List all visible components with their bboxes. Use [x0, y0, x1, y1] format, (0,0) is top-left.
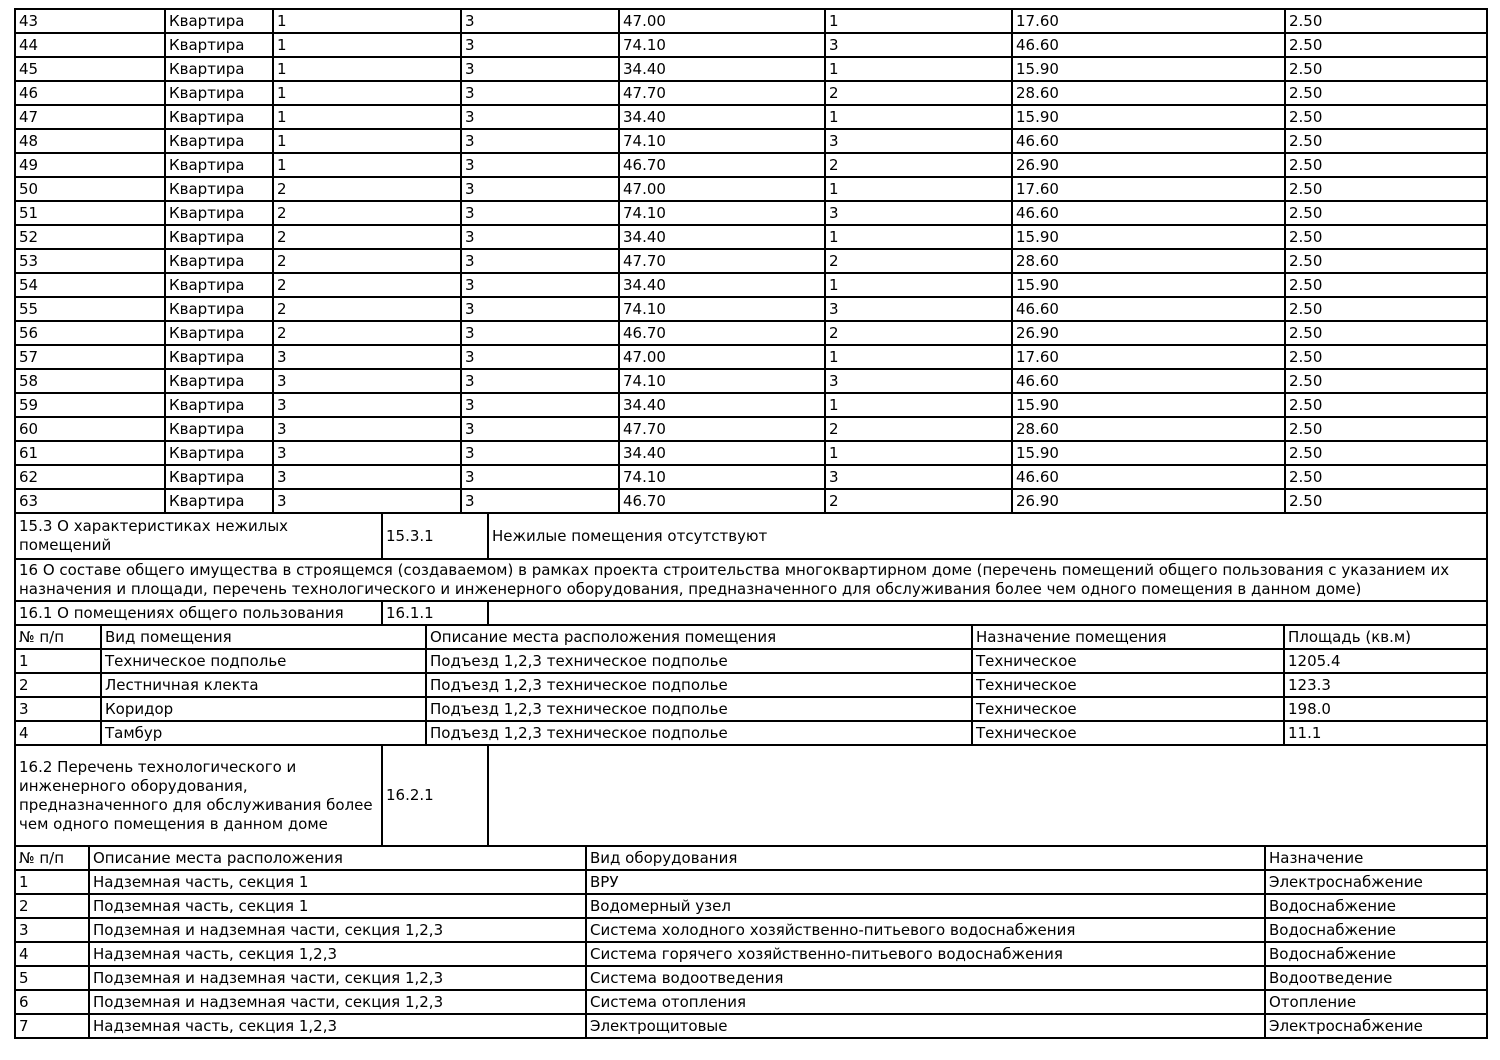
table-cell: 56: [15, 321, 165, 345]
table-cell: 1: [273, 129, 461, 153]
table-cell: Водоснабжение: [1265, 942, 1487, 966]
table-cell: 3: [461, 249, 619, 273]
table-cell: 28.60: [1012, 417, 1285, 441]
table-cell: Техническое: [972, 721, 1284, 745]
table-row: [15, 297, 1487, 321]
table-cell: 3: [461, 153, 619, 177]
table-cell: 46.60: [1012, 201, 1285, 225]
table-cell: 3: [825, 33, 1012, 57]
table-cell: 46.70: [619, 321, 825, 345]
table-cell: Подъезд 1,2,3 техническое подполье: [426, 649, 972, 673]
table-cell: 54: [15, 273, 165, 297]
table-cell: 46: [15, 81, 165, 105]
section-16-1-label: 16.1 О помещениях общего пользования: [15, 601, 382, 625]
table-cell: 6: [15, 990, 89, 1014]
table-cell: Система отопления: [586, 990, 1265, 1014]
table-cell: Водоотведение: [1265, 966, 1487, 990]
table-row: [15, 489, 1487, 513]
table-row: [15, 697, 1487, 721]
table-cell: 3: [461, 465, 619, 489]
table-cell: 2.50: [1285, 81, 1487, 105]
table-cell: 17.60: [1012, 9, 1285, 33]
table-cell: 74.10: [619, 201, 825, 225]
table-row: [15, 513, 1487, 559]
table-cell: 3: [825, 297, 1012, 321]
table-row: [15, 153, 1487, 177]
table-cell: 43: [15, 9, 165, 33]
table-cell: 1: [825, 441, 1012, 465]
table-cell: Техническое: [972, 673, 1284, 697]
table-cell: 74.10: [619, 129, 825, 153]
table-cell: Подъезд 1,2,3 техническое подполье: [426, 673, 972, 697]
table-cell: 5: [15, 966, 89, 990]
table-cell: 47.00: [619, 345, 825, 369]
table-cell: Подземная и надземная части, секция 1,2,3: [89, 966, 586, 990]
table-cell: 1: [825, 225, 1012, 249]
table-cell: 7: [15, 1014, 89, 1038]
table-cell: 15.90: [1012, 441, 1285, 465]
table-cell: 2: [825, 81, 1012, 105]
table-cell: 3: [825, 201, 1012, 225]
table-cell: 26.90: [1012, 321, 1285, 345]
table-cell: 2: [825, 249, 1012, 273]
apartments-table: [14, 8, 1488, 514]
table-cell: Отопление: [1265, 990, 1487, 1014]
table-cell: Электроснабжение: [1265, 1014, 1487, 1038]
table-cell: 2.50: [1285, 465, 1487, 489]
table-cell: 55: [15, 297, 165, 321]
table-cell: Квартира: [165, 105, 273, 129]
table-cell: 57: [15, 345, 165, 369]
table-cell: Квартира: [165, 153, 273, 177]
table-row: [15, 249, 1487, 273]
table-cell: 50: [15, 177, 165, 201]
table-row: [15, 9, 1487, 33]
table-row: [15, 225, 1487, 249]
table-cell: 47.70: [619, 417, 825, 441]
table-cell: 2.50: [1285, 129, 1487, 153]
table-cell: 46.70: [619, 153, 825, 177]
section-15-3-label: 15.3 О характеристиках нежилых помещений: [15, 513, 382, 559]
table-cell: 34.40: [619, 225, 825, 249]
table-row: [15, 417, 1487, 441]
table-cell: 46.70: [619, 489, 825, 513]
table-cell: Надземная часть, секция 1: [89, 870, 586, 894]
table-cell: 63: [15, 489, 165, 513]
table-cell: 3: [461, 33, 619, 57]
table-cell: 3: [825, 369, 1012, 393]
table-cell: 3: [825, 465, 1012, 489]
table-cell: 1: [273, 9, 461, 33]
table-cell: 3: [15, 918, 89, 942]
table-cell: Надземная часть, секция 1,2,3: [89, 942, 586, 966]
table-cell: 2.50: [1285, 177, 1487, 201]
table-cell: Квартира: [165, 57, 273, 81]
table-row: [15, 33, 1487, 57]
table-cell: Квартира: [165, 201, 273, 225]
table-cell: 58: [15, 369, 165, 393]
table-cell: Подземная и надземная части, секция 1,2,3: [89, 918, 586, 942]
table-cell: 3: [825, 129, 1012, 153]
table-cell: 3: [273, 441, 461, 465]
table-cell: Квартира: [165, 9, 273, 33]
table-cell: 1: [15, 649, 101, 673]
table-cell: 1: [273, 153, 461, 177]
table-cell: 3: [461, 57, 619, 81]
table-row: [15, 201, 1487, 225]
table-cell: Система водоотведения: [586, 966, 1265, 990]
section-16-text: 16 О составе общего имущества в строящемся (создаваемом) в рамках проекта строительства многоквартирном доме (перечень помещений общего пользования с указанием их назначения и площади, перечень технологического и инженерного оборудования, предназначенного для обслуживания более чем одного помещения в данном доме): [15, 559, 1487, 601]
table-cell: Техническое: [972, 697, 1284, 721]
table-cell: 47.00: [619, 9, 825, 33]
table-cell: 1: [825, 177, 1012, 201]
table-cell: Квартира: [165, 489, 273, 513]
table-cell: Техническое подполье: [101, 649, 426, 673]
table-cell: Квартира: [165, 393, 273, 417]
table-cell: 2.50: [1285, 273, 1487, 297]
table-cell: 17.60: [1012, 177, 1285, 201]
table-cell: 74.10: [619, 297, 825, 321]
column-header-equipment-type: Вид оборудования: [586, 846, 1265, 870]
table-cell: Квартира: [165, 129, 273, 153]
table-cell: 15.90: [1012, 225, 1285, 249]
common-rooms-table-body: [15, 649, 1487, 745]
table-cell: 61: [15, 441, 165, 465]
table-cell: 46.60: [1012, 33, 1285, 57]
section-15-3-code: 15.3.1: [382, 513, 488, 559]
table-cell: 52: [15, 225, 165, 249]
table-cell: 2.50: [1285, 393, 1487, 417]
table-cell: 48: [15, 129, 165, 153]
table-cell: 46.60: [1012, 465, 1285, 489]
apartments-table-body: [15, 9, 1487, 513]
column-header-purpose: Назначение: [1265, 846, 1487, 870]
table-cell: Система горячего хозяйственно-питьевого водоснабжения: [586, 942, 1265, 966]
table-cell: 3: [461, 273, 619, 297]
section-16-row: [14, 558, 1488, 602]
table-cell: 3: [461, 369, 619, 393]
table-cell: 2: [15, 673, 101, 697]
table-row: [15, 990, 1487, 1014]
column-header-location: Описание места расположения: [89, 846, 586, 870]
table-cell: 47.70: [619, 81, 825, 105]
section-16-1-row: [14, 600, 1488, 626]
table-cell: 34.40: [619, 393, 825, 417]
column-header-room-type: Вид помещения: [101, 625, 426, 649]
table-row: [15, 918, 1487, 942]
table-cell: Электроснабжение: [1265, 870, 1487, 894]
table-cell: Подземная часть, секция 1: [89, 894, 586, 918]
table-cell: Квартира: [165, 225, 273, 249]
table-row: [15, 345, 1487, 369]
table-cell: Квартира: [165, 297, 273, 321]
table-cell: 46.60: [1012, 297, 1285, 321]
table-cell: Квартира: [165, 369, 273, 393]
table-cell: 47: [15, 105, 165, 129]
table-cell: Система холодного хозяйственно-питьевого водоснабжения: [586, 918, 1265, 942]
table-header-row: [15, 846, 1487, 870]
table-row: [15, 601, 1487, 625]
common-rooms-table: [14, 624, 1488, 746]
column-header-location: Описание места расположения помещения: [426, 625, 972, 649]
section-16-2-code: 16.2.1: [382, 745, 488, 846]
table-cell: Квартира: [165, 81, 273, 105]
table-cell: 1: [273, 105, 461, 129]
table-cell: 2: [825, 417, 1012, 441]
table-cell: 3: [273, 369, 461, 393]
table-cell: Квартира: [165, 345, 273, 369]
table-cell: Квартира: [165, 321, 273, 345]
table-row: [15, 273, 1487, 297]
column-header-num: № п/п: [15, 625, 101, 649]
table-cell: 3: [273, 393, 461, 417]
table-row: [15, 649, 1487, 673]
table-cell: Коридор: [101, 697, 426, 721]
table-cell: 2: [825, 153, 1012, 177]
table-cell: 3: [461, 81, 619, 105]
table-cell: 2.50: [1285, 369, 1487, 393]
table-cell: 1205.4: [1284, 649, 1487, 673]
table-cell: 4: [15, 942, 89, 966]
table-cell: 49: [15, 153, 165, 177]
table-row: [15, 441, 1487, 465]
table-cell: 1: [825, 273, 1012, 297]
table-cell: 1: [15, 870, 89, 894]
table-cell: 2: [273, 225, 461, 249]
table-cell: 26.90: [1012, 153, 1285, 177]
table-cell: 60: [15, 417, 165, 441]
table-row: [15, 81, 1487, 105]
table-row: [15, 1014, 1487, 1038]
table-cell: Водоснабжение: [1265, 894, 1487, 918]
table-cell: 15.90: [1012, 57, 1285, 81]
table-row: [15, 57, 1487, 81]
table-cell: 45: [15, 57, 165, 81]
table-cell: 3: [461, 345, 619, 369]
table-row: [15, 673, 1487, 697]
table-cell: Электрощитовые: [586, 1014, 1265, 1038]
table-cell: 62: [15, 465, 165, 489]
table-cell: ВРУ: [586, 870, 1265, 894]
section-16-2-label: 16.2 Перечень технологического и инженерного оборудования, предназначенного для обслуживания более чем одного помещения в данном доме: [15, 745, 382, 846]
table-row: [15, 129, 1487, 153]
table-row: [15, 894, 1487, 918]
table-cell: 46.60: [1012, 129, 1285, 153]
table-cell: 28.60: [1012, 249, 1285, 273]
table-cell: 3: [461, 321, 619, 345]
table-cell: Квартира: [165, 417, 273, 441]
table-cell: 74.10: [619, 465, 825, 489]
table-cell: Квартира: [165, 465, 273, 489]
table-cell: 15.90: [1012, 105, 1285, 129]
table-cell: 47.00: [619, 177, 825, 201]
table-cell: 2.50: [1285, 345, 1487, 369]
table-cell: 3: [461, 225, 619, 249]
table-cell: Тамбур: [101, 721, 426, 745]
table-cell: 2.50: [1285, 33, 1487, 57]
table-cell: Водоснабжение: [1265, 918, 1487, 942]
table-cell: Квартира: [165, 33, 273, 57]
table-row: [15, 105, 1487, 129]
table-cell: Техническое: [972, 649, 1284, 673]
table-cell: 1: [825, 57, 1012, 81]
table-row: [15, 966, 1487, 990]
table-cell: 53: [15, 249, 165, 273]
table-cell: 2.50: [1285, 225, 1487, 249]
column-header-area: Площадь (кв.м): [1284, 625, 1487, 649]
table-cell: 11.1: [1284, 721, 1487, 745]
table-cell: 51: [15, 201, 165, 225]
section-16-2-value: [488, 745, 1487, 846]
section-15-3-value: Нежилые помещения отсутствуют: [488, 513, 1487, 559]
table-cell: Квартира: [165, 273, 273, 297]
table-cell: 59: [15, 393, 165, 417]
table-cell: 3: [273, 417, 461, 441]
table-cell: 3: [461, 129, 619, 153]
table-row: [15, 745, 1487, 846]
table-cell: 123.3: [1284, 673, 1487, 697]
table-cell: Водомерный узел: [586, 894, 1265, 918]
table-cell: 2: [825, 489, 1012, 513]
table-cell: 3: [461, 9, 619, 33]
equipment-table: [14, 845, 1488, 1039]
table-cell: 3: [273, 345, 461, 369]
table-cell: 1: [825, 9, 1012, 33]
table-row: [15, 177, 1487, 201]
table-cell: 2: [15, 894, 89, 918]
table-cell: 1: [273, 81, 461, 105]
table-cell: 3: [461, 393, 619, 417]
table-cell: 3: [15, 697, 101, 721]
table-cell: 2: [273, 297, 461, 321]
table-row: [15, 369, 1487, 393]
table-cell: 34.40: [619, 57, 825, 81]
column-header-num: № п/п: [15, 846, 89, 870]
table-cell: 46.60: [1012, 369, 1285, 393]
table-cell: 3: [273, 489, 461, 513]
table-cell: 2.50: [1285, 105, 1487, 129]
section-16-2-row: [14, 744, 1488, 847]
table-cell: 34.40: [619, 105, 825, 129]
section-16-1-code: 16.1.1: [382, 601, 488, 625]
table-cell: Лестничная клекта: [101, 673, 426, 697]
table-cell: 2.50: [1285, 321, 1487, 345]
table-cell: 74.10: [619, 33, 825, 57]
table-cell: 3: [461, 201, 619, 225]
table-cell: 2.50: [1285, 297, 1487, 321]
table-cell: 2.50: [1285, 201, 1487, 225]
table-cell: Подземная и надземная части, секция 1,2,3: [89, 990, 586, 1014]
table-cell: 2.50: [1285, 57, 1487, 81]
table-cell: 3: [461, 489, 619, 513]
table-cell: 34.40: [619, 273, 825, 297]
table-row: [15, 942, 1487, 966]
table-cell: Квартира: [165, 177, 273, 201]
table-cell: 198.0: [1284, 697, 1487, 721]
table-cell: Квартира: [165, 249, 273, 273]
table-cell: 47.70: [619, 249, 825, 273]
table-cell: 17.60: [1012, 345, 1285, 369]
equipment-table-body: [15, 870, 1487, 1038]
table-cell: 1: [273, 57, 461, 81]
table-cell: 15.90: [1012, 273, 1285, 297]
table-row: [15, 321, 1487, 345]
table-cell: 2: [273, 201, 461, 225]
table-cell: 15.90: [1012, 393, 1285, 417]
table-cell: 3: [273, 465, 461, 489]
table-cell: 2.50: [1285, 9, 1487, 33]
table-cell: Квартира: [165, 441, 273, 465]
table-cell: 3: [461, 417, 619, 441]
table-row: [15, 393, 1487, 417]
table-cell: 26.90: [1012, 489, 1285, 513]
table-cell: 3: [461, 441, 619, 465]
table-cell: 2.50: [1285, 489, 1487, 513]
table-cell: 2.50: [1285, 249, 1487, 273]
table-cell: 2: [273, 321, 461, 345]
table-cell: 2: [273, 249, 461, 273]
table-cell: 74.10: [619, 369, 825, 393]
table-cell: 2.50: [1285, 153, 1487, 177]
table-row: [15, 721, 1487, 745]
section-16-1-value: [488, 601, 1487, 625]
section-15-3-row: [14, 512, 1488, 560]
table-cell: Надземная часть, секция 1,2,3: [89, 1014, 586, 1038]
table-cell: 28.60: [1012, 81, 1285, 105]
table-cell: 4: [15, 721, 101, 745]
table-cell: Подъезд 1,2,3 техническое подполье: [426, 721, 972, 745]
table-cell: 2.50: [1285, 417, 1487, 441]
table-cell: 34.40: [619, 441, 825, 465]
table-cell: 1: [825, 105, 1012, 129]
table-cell: Подъезд 1,2,3 техническое подполье: [426, 697, 972, 721]
table-cell: 3: [461, 105, 619, 129]
table-header-row: [15, 625, 1487, 649]
table-row: [15, 870, 1487, 894]
table-cell: 1: [825, 345, 1012, 369]
table-cell: 1: [273, 33, 461, 57]
column-header-purpose: Назначение помещения: [972, 625, 1284, 649]
table-row: [15, 465, 1487, 489]
table-cell: 1: [825, 393, 1012, 417]
table-cell: 44: [15, 33, 165, 57]
table-cell: 2: [825, 321, 1012, 345]
table-cell: 2: [273, 273, 461, 297]
table-row: [15, 559, 1487, 601]
table-cell: 2: [273, 177, 461, 201]
table-cell: 3: [461, 177, 619, 201]
table-cell: 3: [461, 297, 619, 321]
table-cell: 2.50: [1285, 441, 1487, 465]
